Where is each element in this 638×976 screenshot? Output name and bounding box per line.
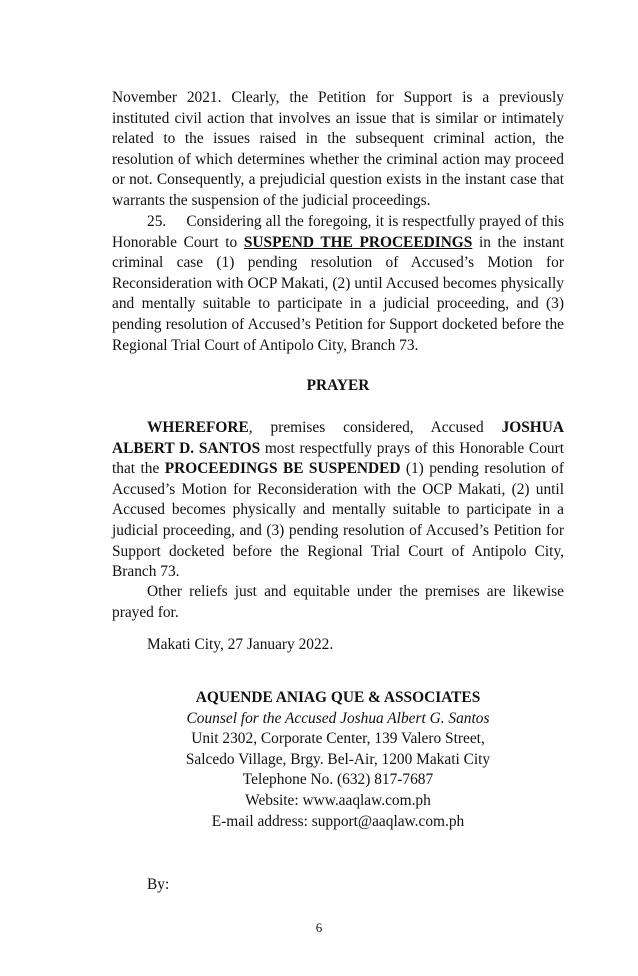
counsel-signature-block [112, 688, 564, 832]
other-reliefs-paragraph [112, 582, 564, 623]
telephone: Telephone No. (632) 817-7687 [242, 771, 434, 789]
prayer-body [112, 418, 564, 583]
paragraph-25-body [112, 212, 564, 356]
website: Website: www.aaqlaw.com.ph [245, 791, 431, 809]
by-line [112, 875, 564, 896]
paragraph-25-number: 25. [147, 213, 167, 230]
accused-name: JOSHUA ALBERT D. SANTOS [112, 419, 564, 457]
paragraph-24-continued [112, 88, 564, 212]
paragraph-25 [112, 212, 564, 356]
by-label: By: [147, 876, 170, 893]
prayer-text-2: most respectfully prays of this Honorable Court that the [112, 439, 564, 478]
paragraph-25-text-before: Considering all the foregoing, it is respectfully prayed of this Honorable Court to [112, 213, 564, 251]
wherefore-keyword: WHEREFORE [147, 419, 249, 436]
paragraph-24-text: November 2021. Clearly, the Petition for Support is a previously instituted civil action that involves an issue that is similar or intimately related to the issues raised in the subsequent criminal action, the resolution of which determines whether the criminal action may proceed or not. Consequently, a prejudicial question exists in the instant case that warrants the suspension of the judicial proceedings. [112, 89, 564, 209]
address-line-1: Unit 2302, Corporate Center, 139 Valero Street, [191, 730, 485, 748]
page-number: 6 [315, 920, 323, 935]
firm-name: AQUENDE ANIAG QUE & ASSOCIATES [195, 689, 481, 706]
prayer-text-1: , premises considered, Accused [248, 419, 502, 436]
counsel-role: Counsel for the Accused Joshua Albert G. Santos [186, 709, 490, 727]
place-date-text: Makati City, 27 January 2022. [147, 636, 334, 653]
prayer-heading: PRAYER [306, 377, 370, 394]
prayer-paragraph [112, 418, 564, 583]
place-date [112, 635, 564, 656]
address-line-2: Salcedo Village, Brgy. Bel-Air, 1200 Makati City [185, 750, 491, 768]
other-reliefs-text: Other reliefs just and equitable under the premises are likewise prayed for. [112, 583, 564, 621]
email-address: E-mail address: support@aaqlaw.com.ph [211, 812, 465, 830]
prayer-text-3: (1) pending resolution of Accused’s Motion for Reconsideration with the OCP Makati, (2) until Accused becomes physically and mentally suitable to participate in a judicial proceeding, and (3) pending resolution of Accused’s Petition for Support docketed before the Regional Trial Court of Antipolo City, Branch 73. [112, 460, 564, 581]
suspend-proceedings-emphasis: SUSPEND THE PROCEEDINGS [243, 233, 473, 251]
proceedings-suspended-emphasis: PROCEEDINGS BE SUSPENDED [164, 460, 401, 478]
paragraph-25-text-after: in the instant criminal case (1) pending resolution of Accused’s Motion for Reconsideration with OCP Makati, (2) until Accused becomes physically and mentally suitable to participate in a judicial proceeding, and (3) pending resolution of Accused’s Petition for Support docketed before the Regional Trial Court of Antipolo City, Branch 73. [112, 233, 565, 354]
